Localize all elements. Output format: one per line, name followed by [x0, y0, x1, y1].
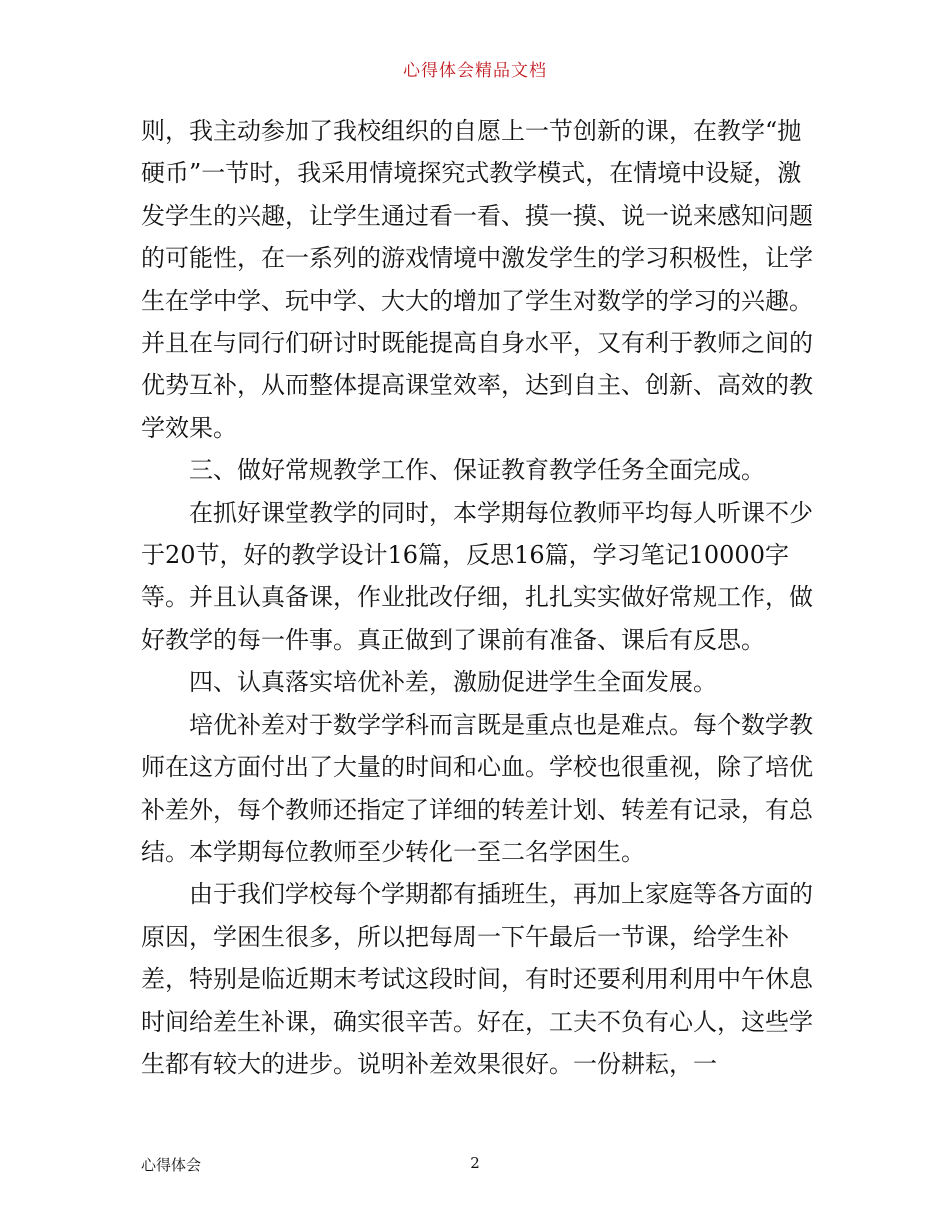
document-header-title: 心得体会精品文档 — [403, 61, 547, 81]
page-number: 2 — [470, 1154, 480, 1172]
paragraph-routine-teaching: 在抓好课堂教学的同时，本学期每位教师平均每人听课不少于20节，好的教学设计16篇，反思16篇，学习笔记10000字等。并且认真备课，作业批改仔细，扎扎实实做好常规工作，做好教学的每一件事。真正做到了课前有准备、课后有反思。 — [141, 498, 813, 654]
section-heading-4: 四、认真落实培优补差，激励促进学生全面发展。 — [189, 668, 717, 697]
paragraph-remedial-classes: 由于我们学校每个学期都有插班生，再加上家庭等各方面的原因，学困生很多，所以把每周一下午最后一节课，给学生补差，特别是临近期末考试这段时间，有时还要利用利用中午休息时间给差生补课，确实很辛苦。好在，工夫不负有心人，这些学生都有较大的进步。说明补差效果很好。一份耕耘，一 — [141, 880, 813, 1078]
paragraph-tutoring: 培优补差对于数学学科而言既是重点也是难点。每个数学教师在这方面付出了大量的时间和心血。学校也很重视，除了培优补差外，每个教师还指定了详细的转差计划、转差有记录，有总结。本学期每位教师至少转化一至二名学困生。 — [141, 710, 813, 866]
section-heading-3: 三、做好常规教学工作、保证教育教学任务全面完成。 — [189, 456, 765, 485]
footer-label: 心得体会 — [141, 1156, 202, 1174]
paragraph-continuation: 则，我主动参加了我校组织的自愿上一节创新的课，在教学“抛硬币”一节时，我采用情境探究式教学模式，在情境中设疑，激发学生的兴趣，让学生通过看一看、摸一摸、说一说来感知问题的可能性，在一系列的游戏情境中激发学生的学习积极性，让学生在学中学、玩中学、大大的增加了学生对数学的学习的兴趣。并且在与同行们研讨时既能提高自身水平，又有利于教师之间的优势互补，从而整体提高课堂效率，达到自主、创新、高效的教学效果。 — [141, 117, 813, 442]
document-body — [141, 110, 821, 1085]
